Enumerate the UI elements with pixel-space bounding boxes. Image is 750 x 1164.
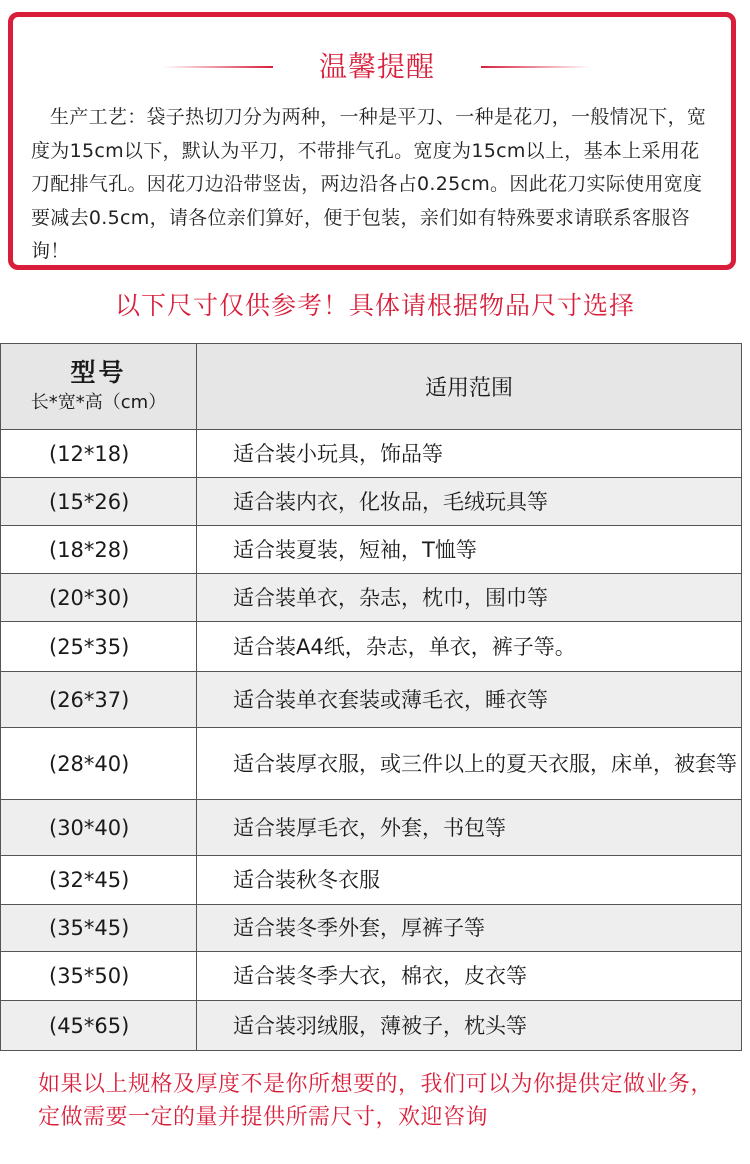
header-model-subtitle: 长*宽*高（cm） — [30, 391, 167, 413]
use-cell: 适合装夏装，短袖，T恤等 — [197, 526, 742, 574]
size-cell: (18*28) — [1, 526, 197, 574]
use-cell: 适合装内衣，化妆品，毛绒玩具等 — [197, 478, 742, 526]
table-row — [1, 952, 742, 1001]
table-row — [1, 1001, 742, 1051]
use-cell: 适合装冬季外套，厚裤子等 — [197, 905, 742, 952]
table-row — [1, 622, 742, 672]
table-row — [1, 905, 742, 952]
reference-note: 以下尺寸仅供参考！具体请根据物品尺寸选择 — [114, 291, 635, 320]
header-model-title: 型号 — [70, 357, 127, 387]
custom-order-note: 如果以上规格及厚度不是你所想要的，我们可以为你提供定做业务，定做需要一定的量并提供所需尺寸，欢迎咨询 — [38, 1072, 714, 1130]
title-deco-line-right — [481, 66, 591, 68]
table-row — [1, 728, 742, 800]
use-cell: 适合装单衣，杂志，枕巾，围巾等 — [197, 574, 742, 622]
notice-box — [8, 12, 736, 270]
table-row — [1, 672, 742, 728]
size-cell: (26*37) — [1, 672, 197, 728]
notice-title: 温馨提醒 — [318, 50, 435, 83]
header-model-cell — [1, 344, 197, 430]
size-cell: (20*30) — [1, 574, 197, 622]
table-row — [1, 478, 742, 526]
notice-title-row — [13, 45, 731, 89]
notice-body: 生产工艺：袋子热切刀分为两种，一种是平刀、一种是花刀，一般情况下，宽度为15cm以下，默认为平刀，不带排气孔。宽度为15cm以上，基本上采用花刀配排气孔。因花刀边沿带竖齿，两边沿各占0.25cm。因此花刀实际使用宽度要减去0.5cm，请各位亲们算好，便于包装，亲们如有特殊要求请联系客服咨询！ — [31, 106, 707, 262]
use-cell: 适合装A4纸，杂志，单衣，裤子等。 — [197, 622, 742, 672]
table-row — [1, 856, 742, 905]
use-cell: 适合装冬季大衣，棉衣，皮衣等 — [197, 952, 742, 1001]
size-cell: (12*18) — [1, 430, 197, 478]
size-cell: (32*45) — [1, 856, 197, 905]
size-cell: (45*65) — [1, 1001, 197, 1051]
size-cell: (15*26) — [1, 478, 197, 526]
table-row — [1, 800, 742, 856]
size-table — [0, 343, 742, 1051]
use-cell: 适合装厚毛衣，外套，书包等 — [197, 800, 742, 856]
use-cell: 适合装小玩具，饰品等 — [197, 430, 742, 478]
use-cell: 适合装秋冬衣服 — [197, 856, 742, 905]
header-scope-title: 适用范围 — [197, 344, 742, 430]
table-header-row — [1, 344, 742, 430]
table-row — [1, 430, 742, 478]
size-cell: (35*45) — [1, 905, 197, 952]
use-cell: 适合装单衣套装或薄毛衣，睡衣等 — [197, 672, 742, 728]
use-cell: 适合装羽绒服，薄被子，枕头等 — [197, 1001, 742, 1051]
table-row — [1, 526, 742, 574]
use-cell: 适合装厚衣服，或三件以上的夏天衣服，床单，被套等 — [197, 728, 742, 800]
size-cell: (25*35) — [1, 622, 197, 672]
table-row — [1, 574, 742, 622]
title-deco-line-left — [163, 66, 273, 68]
size-cell: (30*40) — [1, 800, 197, 856]
size-cell: (35*50) — [1, 952, 197, 1001]
size-cell: (28*40) — [1, 728, 197, 800]
